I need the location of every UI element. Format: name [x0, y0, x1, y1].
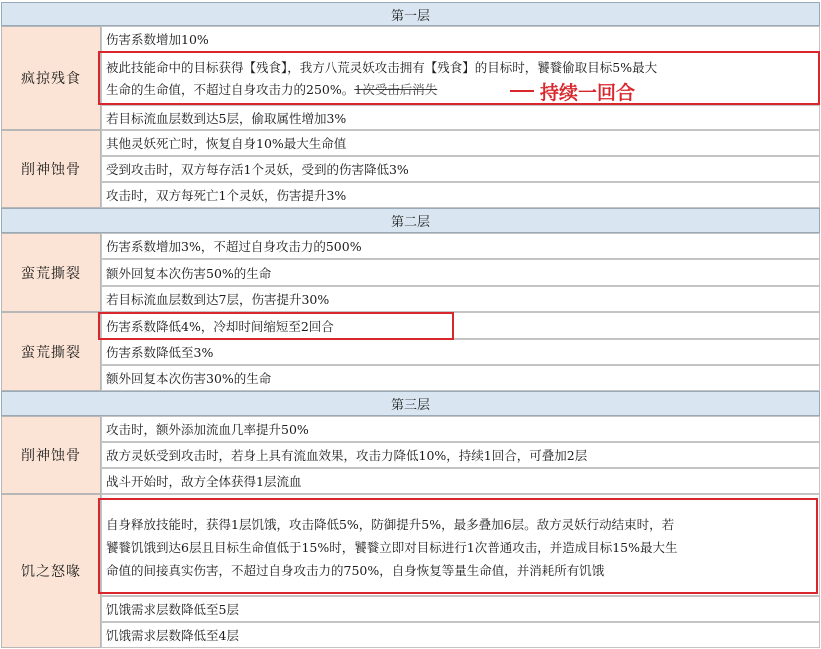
group-label-ji-zhi-nu-hui: 饥之怒喙: [1, 494, 101, 648]
effect-text: 生命的生命值，不超过自身攻击力的250%。: [106, 82, 355, 97]
section-header-layer-1: 第一层: [1, 2, 820, 26]
effect-line: 被此技能命中的目标获得【残食】，我方八荒灵妖攻击拥有【残食】的目标时，饕餮偷取目标5%最大: [106, 60, 658, 75]
group-label-xue-shen-shi-gu: 削神蚀骨: [1, 416, 101, 494]
effect-row: 饥饿需求层数降低至4层: [101, 622, 820, 648]
group-label-xue-shen-shi-gu: 削神蚀骨: [1, 130, 101, 208]
effect-line: 自身释放技能时，获得1层饥饿，攻击降低5%，防御提升5%，最多叠加6层。敌方灵妖行动结束时，若: [106, 517, 675, 532]
effect-row: 伤害系数降低至3%: [101, 339, 820, 365]
effect-row: 饥饿需求层数降低至5层: [101, 596, 820, 622]
section-header-layer-2: 第二层: [1, 208, 820, 233]
effect-row: 若目标流血层数到达7层，伤害提升30%: [101, 286, 820, 312]
group-label-feng-lue-can-shi: 疯掠残食: [1, 26, 101, 130]
effect-row: 若目标流血层数到达5层，偷取属性增加3%: [101, 105, 820, 130]
group-label-man-huang-si-lie: 蛮荒撕裂: [1, 233, 101, 312]
effect-row: 攻击时，双方每死亡1个灵妖，伤害提升3%: [101, 182, 820, 208]
effect-row: 攻击时，额外添加流血几率提升50%: [101, 416, 820, 442]
effect-row: [101, 494, 820, 596]
effect-row: 战斗开始时，敌方全体获得1层流血: [101, 468, 820, 494]
group-label-man-huang-si-lie: 蛮荒撕裂: [1, 312, 101, 391]
annotation-text: 持续一回合: [540, 82, 636, 104]
effect-row: 受到攻击时，双方每存活1个灵妖，受到的伤害降低3%: [101, 156, 820, 182]
effect-row: 伤害系数增加10%: [101, 26, 820, 52]
effect-row: 额外回复本次伤害30%的生命: [101, 365, 820, 391]
effect-row: 伤害系数降低4%，冷却时间缩短至2回合: [101, 312, 820, 339]
effect-row: 其他灵妖死亡时，恢复自身10%最大生命值: [101, 130, 820, 156]
effect-row: [101, 52, 820, 105]
effect-row: 伤害系数增加3%，不超过自身攻击力的500%: [101, 233, 820, 259]
section-header-layer-3: 第三层: [1, 391, 820, 416]
struck-text: 1次受击后消失: [354, 82, 438, 97]
effect-line: [106, 79, 813, 101]
effect-row: 敌方灵妖受到攻击时，若身上具有流血效果，攻击力降低10%，持续1回合，可叠加2层: [101, 442, 820, 468]
annotation-leader-line: [510, 90, 534, 92]
effect-line: 饕餮饥饿到达6层且目标生命值低于15%时，饕餮立即对目标进行1次普通攻击，并造成目标15%最大生: [106, 540, 678, 555]
effect-line: 命值的间接真实伤害，不超过自身攻击力的750%，自身恢复等量生命值，并消耗所有饥饿: [106, 563, 605, 578]
effect-row: 额外回复本次伤害50%的生命: [101, 259, 820, 286]
